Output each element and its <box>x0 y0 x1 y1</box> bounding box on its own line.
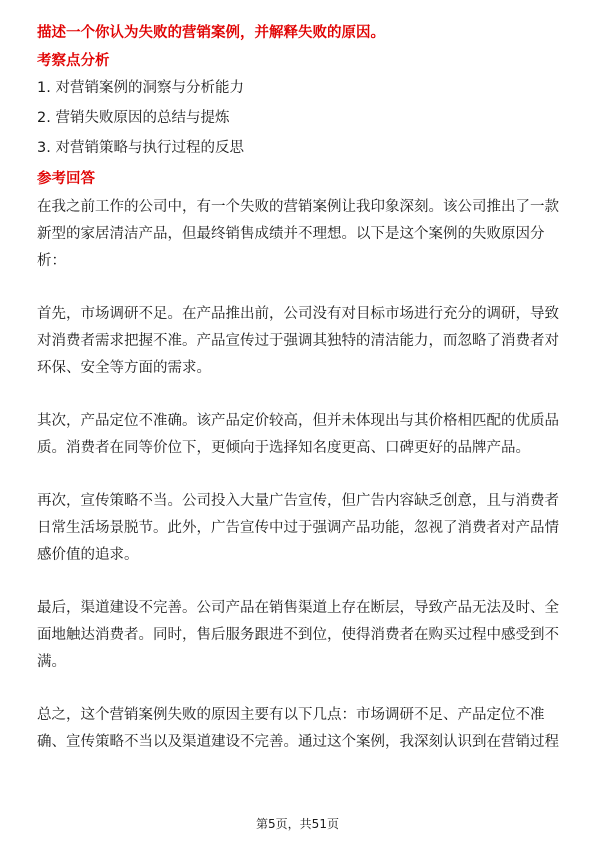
answer-paragraph: 最后，渠道建设不完善。公司产品在销售渠道上存在断层，导致产品无法及时、全面地触达消费者。同时，售后服务跟进不到位，使得消费者在购买过程中感受到不满。 <box>37 600 559 670</box>
page-number: 第5页，共51页 <box>256 817 339 831</box>
answer-paragraph: 总之，这个营销案例失败的原因主要有以下几点：市场调研不足、产品定位不准确、宣传策略不当以及渠道建设不完善。通过这个案例，我深刻认识到在营销过程 <box>37 707 559 750</box>
answer-paragraph: 在我之前工作的公司中，有一个失败的营销案例让我印象深刻。该公司推出了一款新型的家居清洁产品，但最终销售成绩并不理想。以下是这个案例的失败原因分析： <box>37 199 559 269</box>
answer-title: 参考回答 <box>37 171 95 187</box>
analysis-point: 2. 营销失败原因的总结与提炼 <box>37 110 230 126</box>
answer-paragraph: 首先，市场调研不足。在产品推出前，公司没有对目标市场进行充分的调研，导致对消费者需求把握不准。产品宣传过于强调其独特的清洁能力，而忽略了消费者对环保、安全等方面的需求。 <box>37 306 559 376</box>
answer-paragraph: 其次，产品定位不准确。该产品定价较高，但并未体现出与其价格相匹配的优质品质。消费者在同等价位下，更倾向于选择知名度更高、口碑更好的品牌产品。 <box>37 413 559 456</box>
question-heading: 描述一个你认为失败的营销案例，并解释失败的原因。 <box>37 25 385 41</box>
analysis-points <box>37 78 562 158</box>
analysis-point: 1. 对营销案例的洞察与分析能力 <box>37 80 244 96</box>
answer-paragraph: 再次，宣传策略不当。公司投入大量广告宣传，但广告内容缺乏创意，且与消费者日常生活场景脱节。此外，广告宣传中过于强调产品功能，忽视了消费者对产品情感价值的追求。 <box>37 493 559 563</box>
page-content <box>37 22 562 756</box>
analysis-point: 3. 对营销策略与执行过程的反思 <box>37 140 244 156</box>
answer-body <box>37 194 562 756</box>
analysis-title: 考察点分析 <box>37 53 110 69</box>
